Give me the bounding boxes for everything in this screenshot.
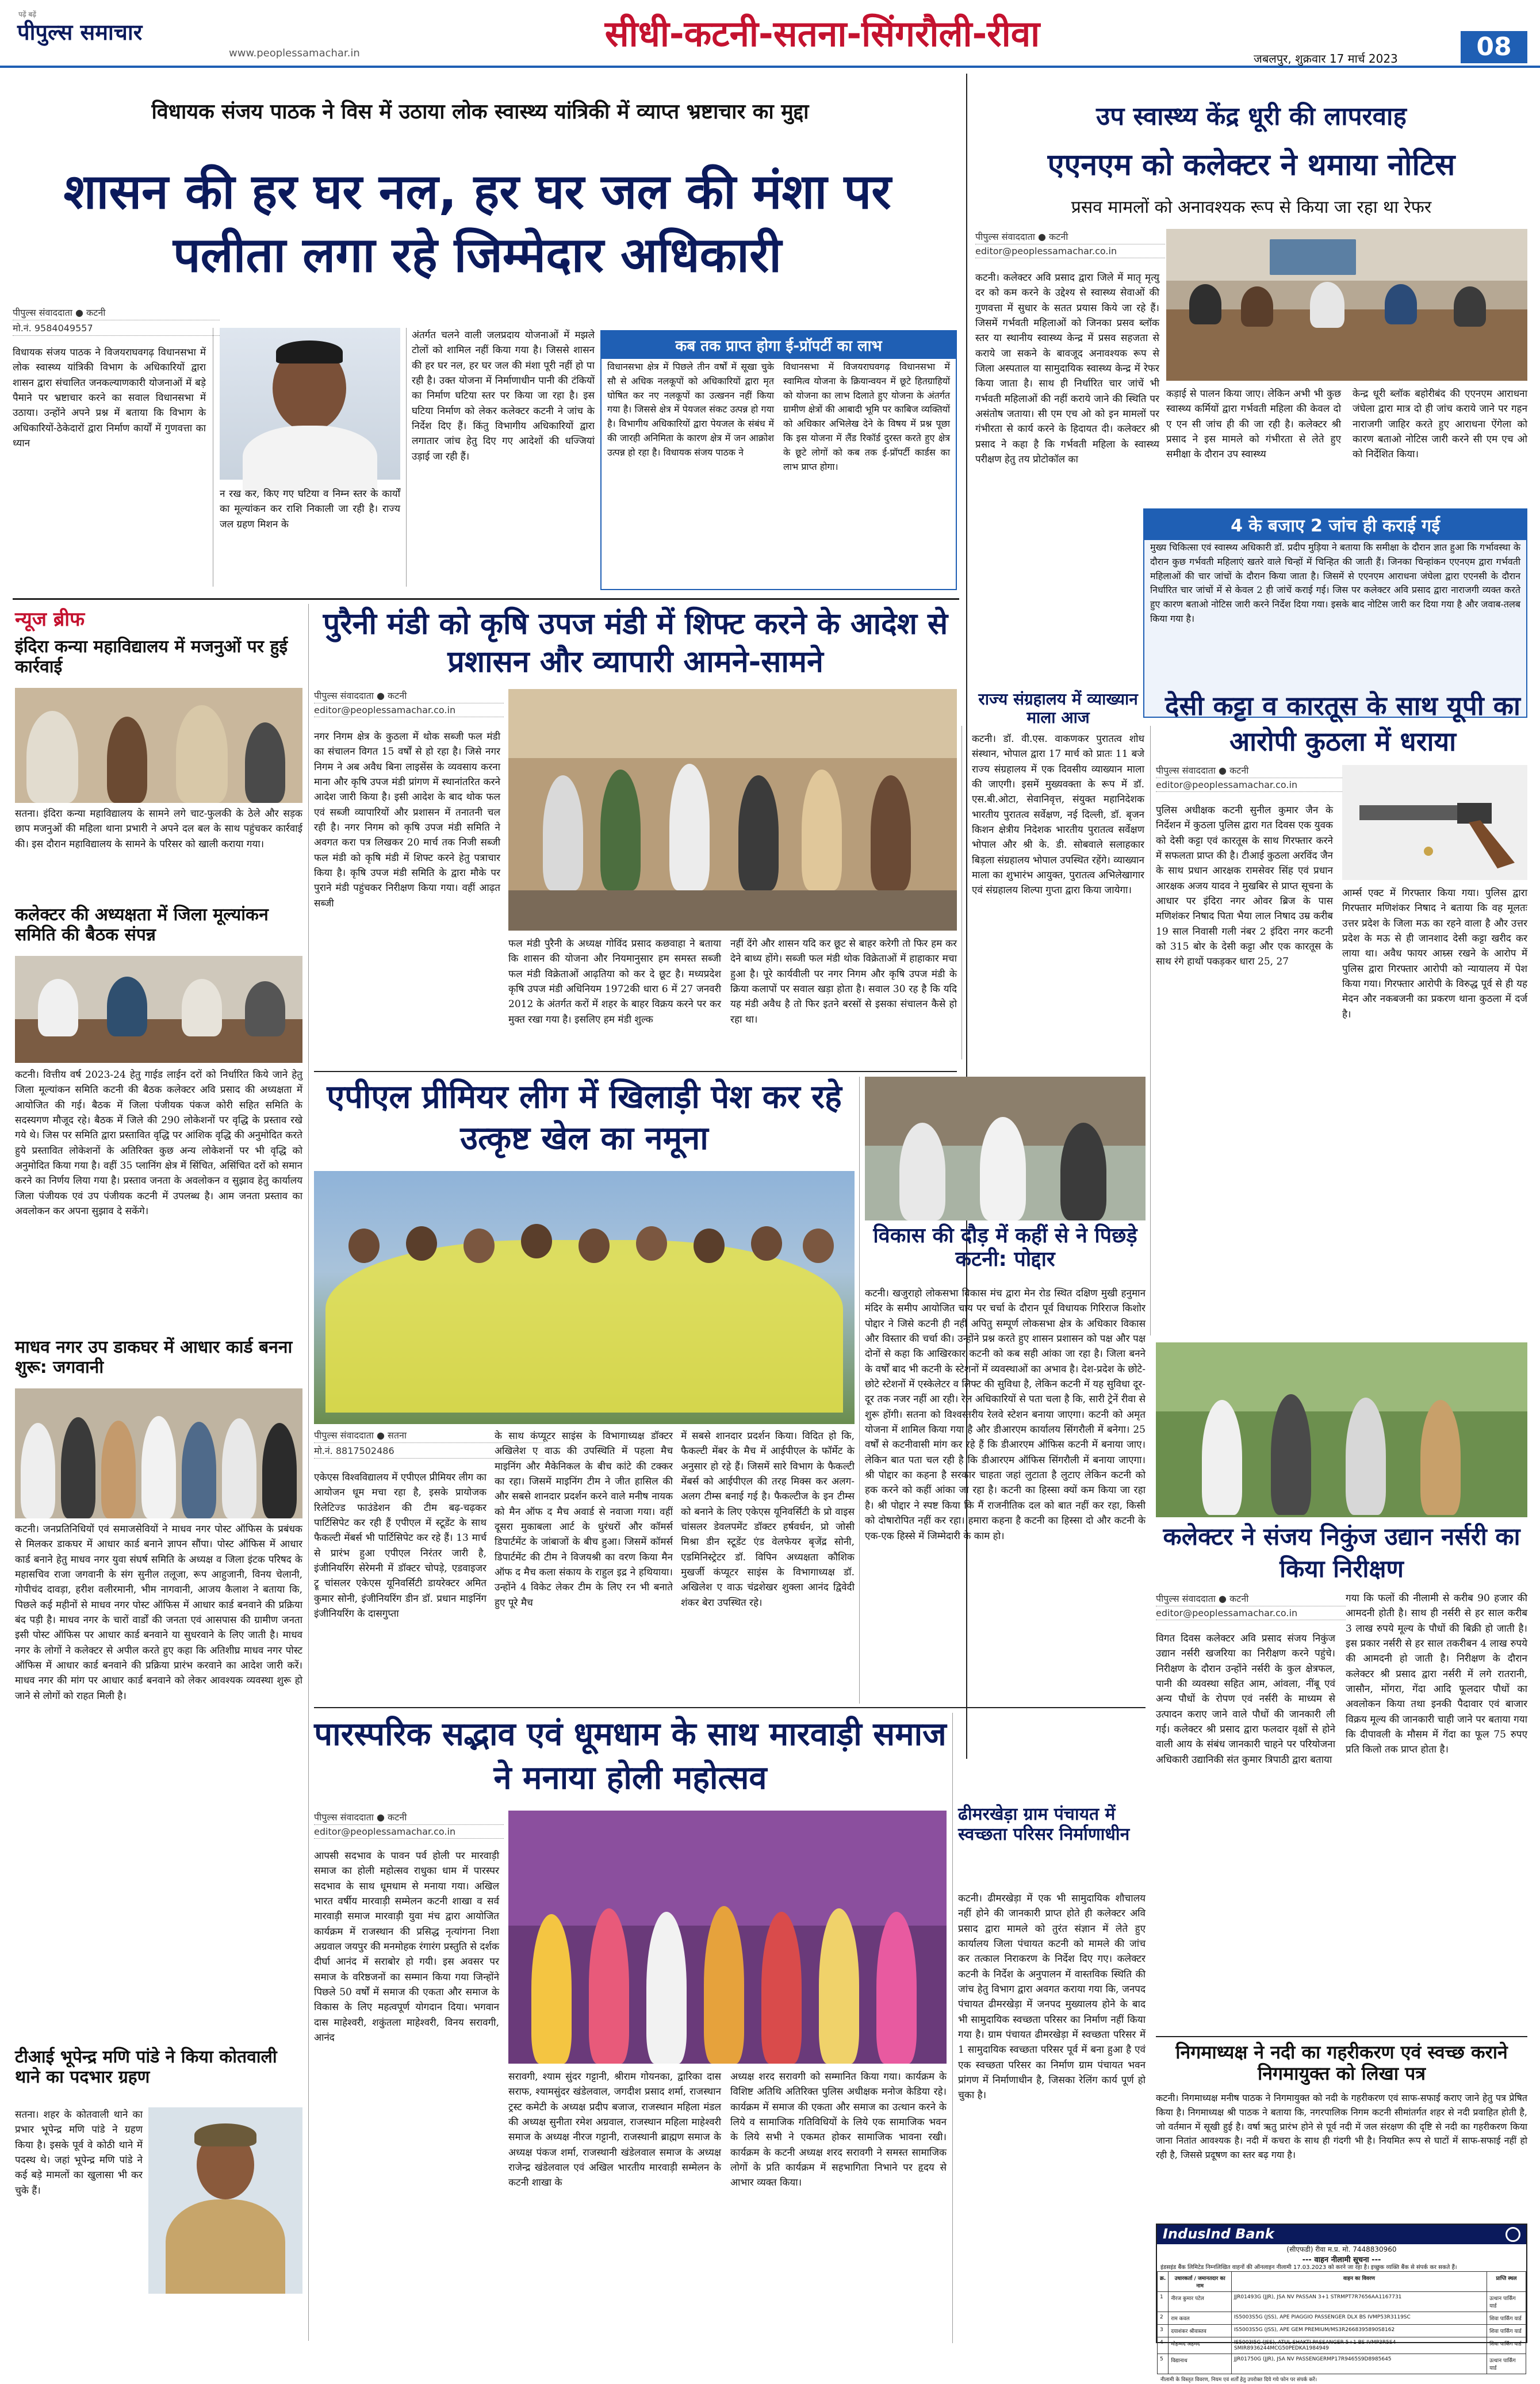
dhimarkheda-headline: ढीमरखेड़ा ग्राम पंचायत में स्वच्छता परिसर निर्माणाधीन [958,1804,1130,1845]
table-row: 3 दयाशंकर श्रीवास्तव IS5003S5G (JSS), APE GEM PREMIUM/MS3R2668395890S8162 शिवा पार्किंग यार्ड [1158,2325,1526,2337]
pistol-text-col-2: आर्म्स एक्ट में गिरफ्तार किया गया। पुलिस द्वारा गिरफ्तार मणिशंकर निषाद ने बताया कि वह मूलतः उत्तर प्रदेश के जिला मऊ का रहने वाला है और उत्तर प्रदेश के मऊ से ही जानशाद देसी कट्टा खरीद कर लाया था। अवैध फायर आम्र्स रखने के आरोप में पुलिस द्वारा गिरफ्तार आरोपी को न्यायालय में पेश किया गया। गिरफ्तार आरोपी के विरुद्ध पूर्व से ही यह मेदन और नकबजनी का प्रकरण थाना कुठला में दर्ज है। [1342,887,1527,1020]
apl-mobile: मो.नं. 8817502486 [314,1443,544,1459]
brief-1-text: सतना। इंदिरा कन्या महाविद्यालय के सामने लगे चाट-फुलकी के ठेले और सड़क छाप मजनुओं की महिला थाना प्रभारी ने अपने दल बल के साथ पहुंचकर कार्रवाई की। इस दौरान महाविद्यालय के सामने के परिसर को खाली कराया गया। [15,808,302,850]
table-row: 5 विद्यानाथ JJR01750G (JJR), JSA NV PASSENGERMP17R9465S9D8985645 उत्थान पार्किंग यार्ड [1158,2354,1526,2374]
brand-tagline: पढ़ें बढ़ें [18,10,36,18]
brand-logo [17,10,224,52]
lead-kicker: विधायक संजय पाठक ने विस में उठाया लोक स्वास्थ्य यांत्रिकी में व्याप्त भ्रष्टाचार का मुद्दा [151,100,809,124]
pistol-email[interactable]: editor@peoplessamachar.co.in [1156,778,1346,792]
auction-col-yard: प्राप्ति स्थल [1487,2272,1526,2292]
lead-mobile: मो.नं. 9584049557 [13,320,220,336]
phc-box-title: 4 के बजाए 2 जांच ही कराई गई [1144,510,1526,540]
phc-box [1143,508,1527,718]
eproperty-box-col-1: विधानसभा क्षेत्र में पिछले तीन वर्षों में सूखा चुके सौ से अधिक नलकूपों को अधिकारियों द्वारा मृत घोषित कर नए नलकूपों का उत्खनन नहीं किया गया है। जिससे क्षेत्र में पेयजल संकट उत्पन्न हो गया है। विभागीय अधिकारियों द्वारा पेयजल के संबंध में की जारही अनिमिता के कारण क्षेत्र में जन आक्रोश उत्पन्न हो रहा है। विधायक संजय पाठक ने [607,361,774,458]
eproperty-box-title: कब तक प्राप्त होगा ई-प्रॉपर्टी का लाभ [602,331,956,359]
phc-subheadline: प्रसव मामलों को अनावश्यक रूप से किया जा रहा था रेफर [1071,197,1432,217]
auction-col-vehicle: वाहन का विवरण [1231,2272,1487,2292]
table-row: 4 मोहम्मद अहमद IS5003I5G (JSS), ATUL SHAKTI PASSANGER 5+1 BS IVMP3R5S4 SMIR8936244MCG50PEDKA1984949 शिवा पार्किंग यार्ड [1158,2337,1526,2354]
brief-4-title: टीआई भूपेन्द्र मणि पांडे ने किया कोतवाली थाने का पदभार ग्रहण [15,2047,277,2087]
phc-kicker: उप स्वास्थ्य केंद्र धूरी की लापरवाह [1096,102,1407,131]
brief-3-photo [15,1388,302,1518]
masthead [0,0,1540,68]
phc-text-col-3: केन्द्र धूरी ब्लॉक बहोरीबंद की एएनएम आराधना जंघेला द्वारा मात्र दो ही जांच कराये जाने पर गहन नाराजगी जाहिर करते हुए आराधना ऐंगेला को कारण बताओ नोटिस जारी करने सी एम एच ओ को निर्देशित किया। [1353,388,1527,461]
phc-box-text: मुख्य चिकित्सा एवं स्वास्थ्य अधिकारी डॉ. प्रदीप मुड़िया ने बताया कि समीक्षा के दौरान ज्ञात हुआ कि गर्भावस्था के दौरान कुछ गर्भवती महिलाएं खतरे वाले चिन्हों में चिन्हित की जाती हैं। जिनका चिन्हांकन एएनएम द्वारा गर्भवती महिलाओं की चार जांचों के दौरान किया जाता है। जिसमें से एएनएम आराधना जंघेला द्वारा एएनसी के दौरान निर्धारित चार जांचों में से केवल 2 ही जांचें कराई गई। जिस पर कलेक्टर अवि प्रसाद द्वारा नाराजगी व्यक्त करते हुए कारण बताओ नोटिस जारी करने निर्देश दिया गया। इसके बाद नोटिस जारी कर दिया गया है और जवाब-तलब किया गया है। [1150,542,1520,624]
lead-col-3: अंतर्गत चलने वाली जलप्रदाय योजनाओं में मझले टोलों को शामिल नहीं किया गया है। जिससे शासन की हर घर नल, हर घर जल की मंशा पूरी नहीं हो पा रही है। उक्त योजना में निर्माणाधीन पानी की टंकियों का निर्माण घटिया स्तर पर किया जा रहा है। इस घटिया निर्माण को लेकर कलेक्टर कटनी ने जांच के निर्देश दिए हैं। किंतु विभागीय अधिकारियों द्वारा लगातार जांच हेतु दिए गए आदेशों की धज्जियां उड़ाई जा रही हैं। [412,330,595,462]
phc-text-col-1: कटनी। कलेक्टर अवि प्रसाद द्वारा जिले में मातृ मृत्यु दर को कम करने के उद्देश्य से स्वास्थ्य सेवाओं की गुणवत्ता में सुधार के सतत प्रयास किये जा रहे हैं। जिसमें गर्भवती महिलाओं को जिनका प्रसव ब्लॉक स्तर या स्थानीय स्वास्थ्य केन्द्र में प्रसव सहजता से कराये जा सकने के बावजूद अनावश्यक रूप से जिला अस्पताल या सामुदायिक स्वास्थ्य केन्द्र में रेफर किया जाता है। साथ ही निर्धारित चार जांचें भी गर्भवती महिलाओं की नहीं कराये जाने की स्थिति पर असंतोष जताया। सी एम एच ओ को इन मामलों पर गंभीरता से कार्य करने के हिदायत दी। कलेक्टर श्री प्रसाद ने कहा है कि गर्भवती महिला के स्वास्थ्य परीक्षण हेतु तय प्रोटोकॉल का [975,272,1159,466]
apl-text-col-2: के साथ कंप्यूटर साइंस के विभागाध्यक्ष डॉक्टर अखिलेश ए वाऊ की उपस्थिति में पहला मैच माइनिंग और मैकेनिकल के बीच कांटे की टक्कर का रहा। जिसमें माइनिंग टीम ने जीत हासिल की और सबसे शानदार प्रदर्शन करने वाले मनीष नायक को मैन ऑफ द मैच अवार्ड से नवाजा गया। वहीं दूसरा मुकाबला आर्ट के धुरंधरों और कॉमर्स डिपार्टमेंट के जांबाजों के बीच हुआ। जिसमें कॉमर्स डिपार्टमेंट की टीम ने विजयश्री का वरण किया मैन ऑफ द मैच कला संकाय के राहुल इद्र ने हथियाया। उन्होंने 4 विकेट लेकर टीम के लिए रन भी बनाते हुए पूरे मैच [495,1430,673,1609]
holi-text-col-2: सरावगी, श्याम सुंदर गट्टानी, श्रीराम गोयनका, द्वारिका दास सराफ, श्यामसुंदर खंडेलवाल, जगदीश प्रसाद शर्मा, राजस्थान ट्रस्ट कमेटी के अध्यक्ष प्रदीप बजाज, राजस्थान महिला मंडल की अध्यक्ष सुनीता रमेश अग्रवाल, राजस्थान महिला माहेश्वरी समाज के अध्यक्ष नीरज गट्टानी, राजस्थानी ब्राह्मण समाज के अध्यक्ष पंकज शर्मा, राजस्थानी खंडेलवाल समाज के अध्यक्ष राजेन्द्र खंडेलवाल एवं अखिल भारतीय मारवाड़ी सम्मेलन के कटनी शाखा के [508,2071,721,2189]
apl-byline: पीपुल्स संवाददाता ● सतना [314,1428,544,1443]
bank-ad [1156,2224,1527,2383]
brief-2-text: कटनी। वित्तीय वर्ष 2023-24 हेतु गाईड लाईन दरों को निर्धारित किये जाने हेतु जिला मूल्यांकन समिति कटनी की बैठक कलेक्टर अवि प्रसाद की अध्यक्षता में आयोजित की गई। बैठक में जिला पंजीयक पंकज कोरी सहित समिति के सदस्यगण मौजूद रहे। बैठक में जिले की 290 लोकेशनों पर वृद्धि के प्रस्ताव रखे गये थे। जिस पर समिति द्वारा प्रस्तावित वृद्धि पर आंशिक वृद्धि की अनुमोदित करते हुये प्रस्तावित लोकेशनों के अतिरिक्त कुछ अन्य लोकेशनों पर भी वृद्धि को अनुमोदित किया गया है। वहीं 35 प्लानिंग क्षेत्र में सिंचित, असिंचित दरों को समान करने का निर्णय लिया गया है। प्रस्ताव जनता के अवलोकन व सुझाव हेतु कार्यालय जिला पंजीयक एवं उप पंजीयक कटनी में उपलब्ध है। आम जनता प्रस्ताव का अवलोकन कर अपना सुझाव दे सकेंगे। [15,1069,302,1218]
vikas-text: कटनी। खजुराहो लोकसभा विकास मंच द्वारा मेन रोड स्थित दक्षिण मुखी हनुमान मंदिर के समीप आयोजित चाय पर चर्चा के दौरान पूर्व विधायक गिरिराज किशोर पोद्दार ने जिसे कटनी ही नहीं अपितु सम्पूर्ण लोकसभा क्षेत्र के अधिकार विकास और विस्तार की चर्चा की। उन्होंने प्रश्न करते हुए शासन प्रशासन को पक्ष और पक्ष दोनों से कहा कि आखिरकार कटनी को कब सही आंका जा रहा है। जिला बनने के वर्षों बाद भी कटनी के स्टेशनों में व्यवस्थाओं का अभाव है। देश-प्रदेश के छोटे-छोटे स्टेशनों में एस्केलेटर व लिफ्ट की सुविधा है, लेकिन कटनी में यह सुविधा दूर-दूर तक नजर नहीं आ रही। रेल अधिकारियों से पता चला है कि, सारी ट्रेनें रीवा से शुरू होंगी। सतना को विश्वस्तरीय रेलवे स्टेशन बनाया जाएगा। कटनी को अमृत योजना में शामिल किया गया है और डीआरएम कार्यालय सिंगरौली में बनेगा। 25 वर्षों से कटनीवासी मांग कर रहे हैं कि डीआरएम ऑफिस कटनी में बनाया जाए। लेकिन बात पता चल रही है कि डीआरएम ऑफिस सिंगरौली में बनाया जाएगा। श्री पोद्दार का कहना है सरकार चाहता जहां लुटाता है लुटाए लेकिन कटनी को हक करने को कहीं आंका जा रहा है। कटनी का हिस्सा क्यों कम किया जा रहा है। श्री पोद्दार ने स्पष्ट किया कि मैं राजनीतिक दल को बात नहीं कर रहा, किसी को दोषारोपित नहीं कर रहा। हमारा कहना है कटनी का हिस्सा दो और कटनी के एक-एक हिस्से में जिम्मेदारी के काम हो। [865,1288,1146,1542]
holi-celebration-photo [508,1811,947,2064]
ti-portrait-photo [148,2107,302,2294]
holi-text-col-1: आपसी सदभाव के पावन पर्व होली पर मारवाड़ी समाज का होली महोत्सव राधुका धाम में पारस्पर सदभाव के साथ धूमधाम से मनाया गया। अखिल भारत वर्षीय मारवाड़ी सम्मेलन कटनी शाखा व सर्व मारवाड़ी समाज मारवाड़ी युवा मंच द्वारा आयोजित कार्यक्रम में राजस्थान की प्रसिद्ध नृत्यांगना निशा अग्रवाल जयपुर की मनमोहक रंगारंग प्रस्तुति से दर्शक दीर्घा आनंद में सराबोर हो गयी। इस अवसर पर समाज के वरिष्ठजनों का सम्मान किया गया जिन्होंने पिछले 50 वर्षों में समाज की एकता और समाज के विकास के लिए महत्वपूर्ण योगदान दिया। भगवान दास माहेश्वरी, शकुंतला माहेश्वरी, विनय सरावगी, आनंद [314,1850,499,2044]
holi-headline: पारस्परिक सद्भाव एवं धूमधाम के साथ मारवाड़ी समाज ने मनाया होली महोत्सव [314,1716,947,1797]
bank-address: (सीएफडी) रीवा म.प्र. मो. 7448830960 [1286,2245,1397,2253]
pistol-photo [1342,765,1527,880]
bank-name: IndusInd Bank [1163,2226,1274,2242]
table-row: 1 नीरज कुमार पटेल JJR01493G (JJR), JSA NV PASSAN 3+1 STRMPT7R7656AA1167731 उत्थान पार्किंग यार्ड [1158,2292,1526,2312]
apl-text-col-1: एकेएस विश्वविद्यालय में एपीएल प्रीमियर लीग का आयोजन धूम मचा रहा है, इसके प्रायोजक रिलेटिज्ड फाउंडेशन की टीम बढ़-चढ़कर पार्टिसिपेट कर रही हैं एपीएल में स्टूडेंट के साथ फैकल्टी मेंबर्स भी पार्टिसिपेट कर रहे हैं। 13 मार्च से प्रारंभ हुआ एपीएल निरंतर जारी है, इंजीनियरिंग सेरेमनी में डॉक्टर चोपड़े, एडवाइजर ट्रू चांसलर एकेएस यूनिवर्सिटी डायरेक्टर अमित कुमार सोनी, इंजीनियरिंग डीन डॉ. प्रधान माइनिंग इंजीनियरिंग के दासगुप्ता [314,1472,486,1620]
lecture-text: कटनी। डॉ. वी.एस. वाकणकर पुरातत्व शोध संस्थान, भोपाल द्वारा 17 मार्च को प्रातः 11 बजे राज्य संग्रहालय में एक दिवसीय व्याख्यान माला की जाएगी। इसमें मुख्यवक्ता के रूप में डॉ. एस.बी.ओटा, सेवानिवृत्त, संयुक्त महानिदेशक भारतीय पुरातत्व सर्वेक्षण, नई दिल्ली, डॉ. बृजन किशन क्षेत्रीय निदेशक भारतीय पुरातत्व सर्वेक्षण भोपाल और श्री के. डी. सोबवाले सलाहकार बिड़ला संग्रहालय भोपाल उपस्थित रहेंगे। व्याख्यान माला का शुभारंभ आयुक्त, पुरातत्व अभिलेखागार एवं संग्रहालय शिल्पा गुप्ता द्वारा किया जायेगा। [972,733,1144,897]
brief-3-text: कटनी। जनप्रतिनिधियों एवं समाजसेवियों ने माधव नगर पोस्ट ऑफिस के प्रबंधक से मिलकर डाकघर में आधार कार्ड बनाने ज्ञापन सौंपा। पोस्ट ऑफिस में आधार कार्ड बनाने हेतु माधव नगर युवा संघर्ष समिति के अध्यक्ष व जिला इंटक परिषद के महासचिव राजा जगवानी के संग सुनील तलूजा, रूप आहुजानी, विनय चेलानी, गोपीचंद दावड़ा, हरीश वलीरमानी, भीम नागवानी, आजय कैलाश ने बताया कि, पिछले कई महीनों से माधव नगर पोस्ट ऑफिस में आधार कार्ड बनवाने की प्रक्रिया बंद पड़ी है। माधव नगर के चारों वार्डों की जनता एवं आसपास की ग्रामीण जनता इसी पोस्ट ऑफिस पर आधार कार्ड बनवाने या सुधरवाने के लिए जाती है। माधव नगर के लोगों ने कलेक्टर से अपील करते हुए कहा कि अतिशीघ्र माधव नगर पोस्ट ऑफिस में आधार कार्ड बनवाने की प्रक्रिया प्रारंभ करवाने का आदेश जारी करें। माधव नगर की मांग पर आधार कार्ड बनवाने को लेकर आवश्यक व्यवस्था शुरू हो जाने से लोगों को राहत मिली है। [15,1524,302,1702]
brief-1-photo [15,688,302,803]
brief-1-title: इंदिरा कन्या महाविद्यालय में मजनुओं पर हुई कार्रवाई [15,637,288,677]
nursery-headline: कलेक्टर ने संजय निकुंज उद्यान नर्सरी का किया निरीक्षण [1163,1522,1520,1583]
nursery-byline: पीपुल्स संवाददाता ● कटनी [1156,1591,1346,1606]
phc-byline: पीपुल्स संवाददाता ● कटनी [975,229,1165,244]
holi-byline-box [314,1809,504,1839]
brief-2-title: कलेक्टर की अध्यक्षता में जिला मूल्यांकन समिति की बैठक संपन्न [15,905,269,945]
phc-byline-box [975,229,1165,258]
auction-col-name: उधारकर्ता / जमानतदार का नाम [1169,2272,1232,2292]
brief-2-photo [15,956,302,1063]
mandi-headline: पुरैनी मंडी को कृषि उपज मंडी में शिफ्ट करने के आदेश से प्रशासन और व्यापारी आमने-सामने [323,607,948,679]
pistol-byline: पीपुल्स संवाददाता ● कटनी [1156,763,1346,778]
mandi-email[interactable]: editor@peoplessamachar.co.in [314,703,504,717]
mandi-text-col-3: नहीं देंगे और शासन यदि कर छूट से बाहर करेगी तो फिर हम कर देने बाध्य होंगे। सब्जी फल मंडी थोक विक्रेताओं में हाहाकार मचा हुआ है। पूरे कार्यवीली पर नगर निगम और कृषि उपज मंडी के क्रिया कलापों पर सवाल खड़ा होता है। सवाल 30 रह है कि यदि यह मंडी अवैध है तो फिर इतने बरसों से इसका संचालन कैसे हो रहा था। [730,938,957,1025]
lecture-headline: राज्य संग्रहालय में व्याख्यान माला आज [978,690,1138,728]
page-number: 08 [1461,31,1527,63]
brand-name: पीपुल्स समाचार [17,20,143,45]
brief-4-text: सतना। शहर के कोतवाली थाने का प्रभार भूपेन्द्र मणि पांडे ने ग्रहण किया है। इसके पूर्व वे कोठी थाने में पदस्थ थे। जहां भूपेन्द्र मणि पांडे ने कई बड़े मामलों का खुलासा भी कर चुके हैं। [15,2109,143,2197]
eproperty-box-col-2: विधानसभा में विजयराघवगढ़ विधानसभा में स्वामित्व योजना के क्रियान्वयन में छूटे हितग्राहियों को योजना का लाभ दिलाते हुए योजना के अंतर्गत ग्रामीण क्षेत्रों की आबादी भूमि पर काबिज व्यक्तियों को अधिकार अभिलेख देने के विषय में प्रश्न पूछा कि इस योजना में लैंड रिकॉर्ड दुरस्त करते हुए क्षेत्र के छूटे लोगों को कब तक ई-प्रॉपर्टी कार्डस का लाभ प्राप्त होगा। [783,361,950,472]
news-brief-label: न्यूज ब्रीफ [15,608,85,631]
auction-table-header [1158,2272,1526,2292]
holi-email[interactable]: editor@peoplessamachar.co.in [314,1825,504,1839]
auction-col-sr: क्र. [1158,2272,1169,2292]
auction-table [1157,2271,1526,2374]
nursery-text-col-2: गया कि फलों की नीलामी से करीब 90 हजार की आमदनी होती है। साथ ही नर्सरी से हर साल करीब 3 लाख रुपये मूल्य के पौधों की बिक्री हो जाती है। इस प्रकार नर्सरी से हर साल तकरीबन 4 लाख रुपये की आमदनी हो जाती है। निरीक्षण के दौरान कलेक्टर श्री प्रसाद द्वारा नर्सरी में लगे रातरानी, जासौन, मोंगरा, गेंदा आदि फूलदार पौधों का अवलोकन किया तथा इनकी पैदावार एवं बाजार विक्रय मूल्य की जानकारी चाही जाने पर बताया गया कि दीपावली के मौसम में गेंदा का फूल 75 रुपए प्रति किलो तक प्राप्त होता है। [1346,1593,1527,1756]
collector-meeting-photo [1166,229,1527,381]
brief-3-title: माधव नगर उप डाकघर में आधार कार्ड बनना शुरू: जगवानी [15,1337,293,1377]
dhimarkheda-text: कटनी। ढीमरखेड़ा में एक भी सामुदायिक शौचालय नहीं होने की जानकारी प्राप्त होते ही कलेक्टर अवि प्रसाद द्वारा मामले को तुरंत संज्ञान में लेते हुए कार्यालय जिला पंचायत कटनी को मामले की जांच कर तत्काल निराकरण के निर्देश दिए गए। कलेक्टर कटनी के निर्देश के अनुपालन में वास्तविक स्थिति की जांच हेतु विभाग द्वारा अवगत कराया गया कि, जनपद पंचायत ढीमरखेड़ा में जनपद मुख्यालय होने के बाद भी सामुदायिक स्वच्छता परिसर का निर्माण नहीं किया गया है। ग्राम पंचायत ढीमरखेड़ा में स्वच्छता परिसर में 1 सामुदायिक स्वच्छता परिसर पूर्व में बना हुआ है एवं एक स्वच्छता परिसर का निर्माण ग्राम पंचायत भवन प्रांगण में निर्माणाधीन है, जिसका रेलिंग कार्य पूर्ण हो चुका है। [958,1893,1146,2102]
vikas-meeting-photo [865,1077,1146,1220]
mandi-byline-box [314,688,504,717]
pistol-text-col-1: पुलिस अधीक्षक कटनी सुनील कुमार जैन के निर्देशन में कुठला पुलिस द्वारा गत दिवस एक युवक को देसी कट्टा एवं कारतूस के साथ गिरफ्तार करने में सफलता प्राप्त की है। टीआई कुठला अरविंद जैन के साथ प्रधान आरक्षक रामसेवर सिंह एवं प्रधान आरक्षक अजय यादव ने मुखबिर से प्राप्त सूचना के आधार पर इंदिरा नगर ओवर ब्रिज के पास मणिशंकर निषाद पिता भैया लाल निषाद उम्र करीब 19 साल निवासी गली नंबर 2 इंदिरा नगर कटनी को 315 बोर के देसी कट्टा और एक कारतूस के साथ रंगे हाथों पकड़कर धारा 25, 27 [1156,805,1333,968]
phc-headline: एएनएम को कलेक्टर ने थमाया नोटिस [1047,148,1455,182]
edition-date: जबलपुर, शुक्रवार 17 मार्च 2023 [1254,52,1398,66]
apl-headline: एपीएल प्रीमियर लीग में खिलाड़ी पेश कर रहे उत्कृष्ट खेल का नमूना [327,1078,842,1157]
pistol-icon [1342,765,1527,880]
bank-notice-title: --- वाहन नीलामी सूचना --- [1302,2256,1381,2264]
mandi-text-col-1: नगर निगम क्षेत्र के कुठला में थोक सब्जी फल मंडी का संचालन विगत 15 वर्षों से हो रहा है। जिसे नगर निगम ने अब अवैध बिना लाइसेंस के व्यवसाय करना माना और कृषि उपज मंडी प्रांगण में स्थानांतरित करने आदेश जारी किया है। इसी आदेश के बाद थोक फल एवं सब्जी व्यापारियों और प्रशासन में तनातनी चल रही है। नगर निगम को कृषि उपज मंडी समिति ने अवगत करा पत्र लिखकर 20 मार्च तक निजी सब्जी फल मंडी को कृषि मंडी में शिफ्ट करने हेतु पत्राचार किया है। कृषि उपज मंडी समिति के द्वारा मौके पर पुराने मंडी पहुंचकर निरीक्षण किया गया। वहीं आढ़त सब्जी [314,731,500,909]
river-text: कटनी। निगमाध्यक्ष मनीष पाठक ने निगमायुक्त को नदी के गहरीकरण एवं साफ-सफाई कराए जाने हेतु पत्र प्रेषित किया है। निगमाध्यक्ष श्री पाठक ने बताया कि, नगरपालिक निगम कटनी सीमांतर्गत शहर से नदी प्रवाहित होती है, जो वर्तमान में सूखी हुई है। वर्षा ऋतु प्रारंभ होने से पूर्व नदी में जल संरक्षण की दृष्टि से नदी का गहरीकरण किया जाना नितांत आवश्यक है। नदी में कचरा के साथ ही गंदगी भी है। नियमित रूप से घाटों में साफ-सफाई नहीं हो रही है, जिससे प्रदूषण का स्तर बढ़ गया है। [1156,2092,1527,2161]
bank-ad-header [1157,2225,1526,2244]
mla-portrait-photo [220,328,400,480]
mandi-byline: पीपुल्स संवाददाता ● कटनी [314,688,504,703]
lead-col-2: न रख कर, किए गए घटिया व निम्न स्तर के कार्यों का मूल्यांकन कर राशि निकाली जा रही है। राज्य जल ग्रहण मिशन के [220,488,400,530]
vikas-headline: विकास की दौड़ में कहीं से ने पिछड़े कटनी: पोद्दार [873,1224,1137,1272]
lead-col-1: विधायक संजय पाठक ने विजयराघवगढ़ विधानसभा में लोक स्वास्थ्य यांत्रिकी विभाग के अधिकारियों द्वारा शासन द्वारा संचालित जनकल्याणकारी योजनाओं में बड़े पैमाने पर भ्रष्टाचार करने का सवाल विधानसभा में उठाया। उन्होंने अपने प्रश्न में बताया कि विभाग के अधिकारियों-ठेकेदारों द्वारा निर्माण कार्यों में गुणवत्ता का ध्यान [13,347,206,450]
eproperty-box [600,330,957,590]
phc-text-col-2: कड़ाई से पालन किया जाए। लेकिन अभी भी कुछ स्वास्थ्य कर्मियों द्वारा गर्भवती महिला की केवल दो ए एन सी जांच ही की जा रही है। कलेक्टर श्री प्रसाद ने इस मामले को गंभीरता से लेते हुए समीक्षा के दौरान उप स्वास्थ्य [1166,388,1341,461]
bank-intro: इंडसइंड बैंक लिमिटेड निम्नलिखित वाहनों की ऑनलाइन नीलामी 17.03.2023 को करने जा रहा है। इच्छुक व्यक्ति बैंक से संपर्क कर सकते हैं। [1160,2264,1457,2271]
pistol-byline-box [1156,763,1346,792]
bank-logo-icon [1505,2227,1520,2242]
mandi-market-photo [508,689,957,931]
lead-byline-box [13,305,220,336]
lead-byline: पीपुल्स संवाददाता ● कटनी [13,305,220,320]
nursery-byline-box [1156,1591,1346,1620]
apl-text-col-3: में सबसे शानदार प्रदर्शन किया। विदित हो कि, फैकल्टी मेंबर के मैच में आईपीएल के फॉर्मेट के अनुसार हो रहे हैं। जिसमें सारे विभाग के फैकल्टी मेंबर्स को आईपीएल की तरह मिक्स कर अलग-अलग टीम्स बनाई गई है। फैकल्टीज के इन टीम्स को बनाने के लिए एकेएस यूनिवर्सिटी के प्रो वाइस चांसलर डेवलपमेंट डॉक्टर हर्षवर्धन, प्रो जोसी मिश्रा डीन स्टूडेंट एंड वेलफेयर बृजेंद्र सोनी, एडमिनिस्ट्रेटर डॉ. विपिन अध्यक्षता कौशिक मुखर्जी कंप्यूटर साइंस के विभागाध्यक्ष डॉ. अखिलेश ए वाऊ चंद्रशेखर शुक्ला आनंद द्विवेदी शंकर बेरा उपस्थित रहे। [681,1430,855,1609]
nursery-text-col-1: विगत दिवस कलेक्टर अवि प्रसाद संजय निकुंज उद्यान नर्सरी खजरिया का निरीक्षण करने पहुंचे। निरीक्षण के दौरान उन्होंने नर्सरी के कुल क्षेत्रफल, पानी की व्यवस्था सहित आम, आंवला, नींबू एवं अन्य पौधों के रोपण एवं नर्सरी के माध्यम से उत्पादन कराए जाने वाले पौधों की जानकारी ली गई। कलेक्टर श्री प्रसाद द्वारा फलदार वृक्षों से होने वाली आय के संबंध जानकारी चाहने पर परियोजना अधिकारी उद्यानिकी संत कुमार त्रिपाठी द्वारा बताया [1156,1633,1335,1766]
website-url[interactable]: www.peoplessamachar.in [229,47,360,59]
holi-text-col-3: अध्यक्ष शरद सरावगी को सम्मानित किया गया। कार्यक्रम के विशिष्ट अतिथि अतिरिक्त पुलिस अधीक्षक मनोज केडिया रहे। कार्यक्रम में समाज की एकता और समाज का उत्थान करने के लिये व सामाजिक गतिविधियों के लिये एक सामाजिक भवन के लिये सभी ने एकमत होकर सामाजिक भावना रखी। कार्यक्रम के कटनी अध्यक्ष शरद सरावगी ने समस्त सामाजिक लोगों के प्रति कार्यक्रम में सहभागिता निभाने पर हृदय से आभार व्यक्त किया। [730,2071,947,2189]
phc-email[interactable]: editor@peoplessamachar.co.in [975,244,1165,258]
section-title: सीधी-कटनी-सतना-सिंगरौली-रीवा [604,13,1040,55]
holi-byline: पीपुल्स संवाददाता ● कटनी [314,1809,504,1825]
nursery-email[interactable]: editor@peoplessamachar.co.in [1156,1606,1346,1620]
table-row: 2 राम कवल IS5003S5G (JSS), APE PIAGGIO PASSENGER DLX BS IVMP53R3119SC शिवा पार्किंग यार्ड [1158,2312,1526,2325]
bank-footer: नीलामी के विस्तृत विवरण, नियम एवं शर्तों हेतु उपरोक्त दिये गये फोन पर संपर्क करें। [1160,2377,1317,2383]
river-headline: निगमाध्यक्ष ने नदी का गहरीकरण एवं स्वच्छ कराने निगमायुक्त को लिखा पत्र [1175,2041,1508,2084]
lead-headline: शासन की हर घर नल, हर घर जल की मंशा पर पलीता लगा रहे जिम्मेदार अधिकारी [63,163,891,283]
nursery-photo [1156,1342,1527,1517]
mandi-text-col-2: फल मंडी पुरैनी के अध्यक्ष गोविंद प्रसाद कछवाहा ने बताया कि शासन की योजना और नियमानुसार हम समस्त सब्जी फल मंडी विक्रेताओं आढ़तिया को कर दे छूट है। मध्यप्रदेश कृषि उपज मंडी अधिनियम 1972की धारा 6 में 27 जनवरी 2012 के अंतर्गत करों में शहर के बाहर विक्रय करने पर कर मुक्त रखा गया है। इसलिए हम मंडी शुल्क [508,938,721,1025]
pistol-headline: देसी कट्टा व कारतूस के साथ यूपी का आरोपी कुठला में धराया [1165,690,1520,757]
apl-team-photo [314,1171,855,1424]
